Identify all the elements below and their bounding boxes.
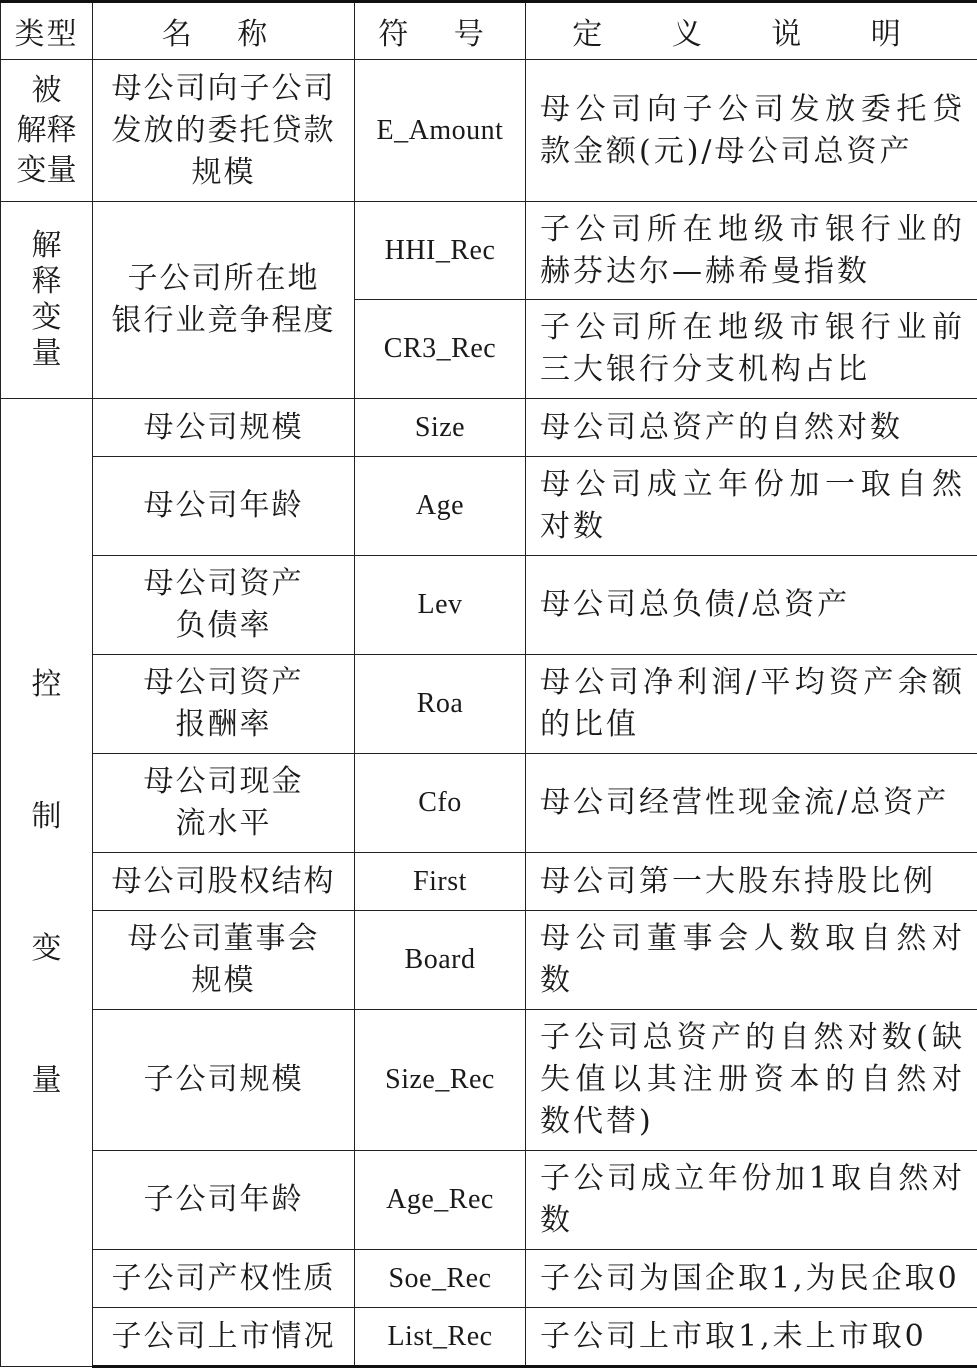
variable-definition: 母公司向子公司发放委托贷款金额(元)/母公司总资产 [526, 60, 977, 202]
table-row [1, 1151, 977, 1250]
table-row [1, 754, 977, 853]
variable-symbol: Cfo [355, 754, 526, 853]
group-text: 被 [5, 71, 88, 111]
name-line: 负债率 [103, 605, 344, 647]
group-text: 控 [5, 619, 88, 751]
variable-definition: 母公司董事会人数取自然对数 [526, 911, 977, 1010]
name-line: 母公司现金 [103, 761, 344, 803]
variable-symbol: Age [355, 457, 526, 556]
variable-symbol: Size [355, 399, 526, 457]
variable-name: 子公司年龄 [93, 1151, 355, 1250]
name-line: 发放的委托贷款 [103, 110, 344, 152]
variable-name [93, 556, 355, 655]
group-text: 变 [5, 300, 88, 336]
variable-symbol: Lev [355, 556, 526, 655]
variable-symbol: Age_Rec [355, 1151, 526, 1250]
variable-definition: 子公司所在地级市银行业前三大银行分支机构占比 [526, 300, 977, 399]
group-text: 释 [5, 264, 88, 300]
variable-symbol: Size_Rec [355, 1010, 526, 1151]
variable-definition: 子公司总资产的自然对数(缺失值以其注册资本的自然对数代替) [526, 1010, 977, 1151]
variable-definition: 子公司所在地级市银行业的赫芬达尔—赫希曼指数 [526, 202, 977, 300]
name-line: 母公司董事会 [103, 918, 344, 960]
variable-definition: 母公司总资产的自然对数 [526, 399, 977, 457]
name-line: 规模 [103, 152, 344, 194]
group-dependent [1, 60, 93, 202]
variable-symbol: HHI_Rec [355, 202, 526, 300]
table-row [1, 399, 977, 457]
name-line: 规模 [103, 960, 344, 1002]
name-line: 母公司向子公司 [103, 68, 344, 110]
table-row [1, 853, 977, 911]
header-symbol: 符 号 [355, 2, 526, 60]
table-row [1, 202, 977, 300]
variable-definition: 母公司总负债/总资产 [526, 556, 977, 655]
header-row [1, 2, 977, 60]
variable-name: 母公司规模 [93, 399, 355, 457]
table-row [1, 1308, 977, 1367]
header-definition: 定 义 说 明 [526, 2, 977, 60]
variable-name: 子公司上市情况 [93, 1308, 355, 1367]
variable-definition: 母公司第一大股东持股比例 [526, 853, 977, 911]
group-explanatory [1, 202, 93, 399]
variable-name: 母公司股权结构 [93, 853, 355, 911]
table-row [1, 911, 977, 1010]
variable-definition: 子公司成立年份加1取自然对数 [526, 1151, 977, 1250]
name-line: 流水平 [103, 803, 344, 845]
group-text: 解 [5, 228, 88, 264]
variable-name [93, 60, 355, 202]
name-line: 母公司资产 [103, 563, 344, 605]
name-line: 报酬率 [103, 704, 344, 746]
name-line: 子公司所在地 [103, 258, 344, 300]
table-row [1, 60, 977, 202]
variable-symbol: Board [355, 911, 526, 1010]
variable-name [93, 655, 355, 754]
group-text: 量 [5, 1015, 88, 1147]
variable-symbol: Soe_Rec [355, 1250, 526, 1308]
variable-symbol: First [355, 853, 526, 911]
variable-definition: 母公司成立年份加一取自然对数 [526, 457, 977, 556]
variable-name [93, 754, 355, 853]
variable-definition: 母公司经营性现金流/总资产 [526, 754, 977, 853]
group-text: 制 [5, 751, 88, 883]
variable-symbol: Roa [355, 655, 526, 754]
table-row [1, 457, 977, 556]
name-line: 母公司资产 [103, 662, 344, 704]
header-name: 名 称 [93, 2, 355, 60]
group-text: 量 [5, 336, 88, 372]
name-line: 银行业竞争程度 [103, 300, 344, 342]
variable-definition: 母公司净利润/平均资产余额的比值 [526, 655, 977, 754]
variable-definition: 子公司为国企取1,为民企取0 [526, 1250, 977, 1308]
variable-symbol: List_Rec [355, 1308, 526, 1367]
table-row [1, 1010, 977, 1151]
table-row [1, 1250, 977, 1308]
variable-symbol: CR3_Rec [355, 300, 526, 399]
variable-name: 子公司产权性质 [93, 1250, 355, 1308]
variable-symbol: E_Amount [355, 60, 526, 202]
table-row [1, 655, 977, 754]
table-row [1, 556, 977, 655]
variable-definition: 子公司上市取1,未上市取0 [526, 1308, 977, 1367]
variable-name [93, 202, 355, 399]
variable-name: 子公司规模 [93, 1010, 355, 1151]
group-text: 解释 [5, 111, 88, 151]
variable-name [93, 911, 355, 1010]
variable-name: 母公司年龄 [93, 457, 355, 556]
header-type: 类型 [1, 2, 93, 60]
group-text: 变量 [5, 151, 88, 191]
group-control [1, 399, 93, 1367]
group-text: 变 [5, 883, 88, 1015]
